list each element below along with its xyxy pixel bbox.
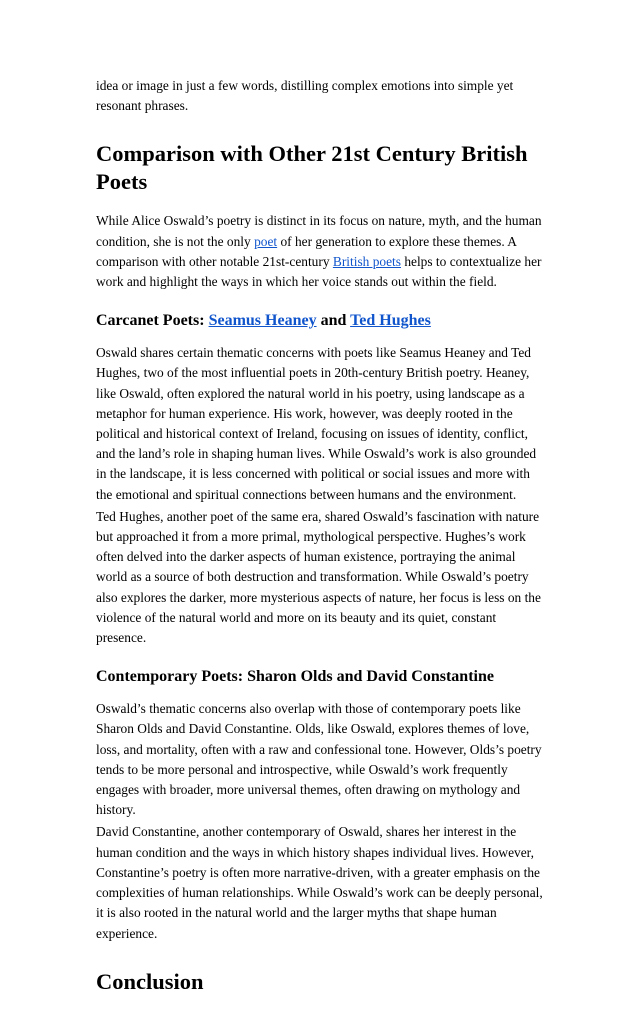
comparison-paragraph [96, 211, 548, 292]
heaney-paragraph: Oswald shares certain thematic concerns with poets like Seamus Heaney and Ted Hughes, two of the most influential poets in 20th-century British poetry. Heaney, like Oswald, often explored the natural world in his poetry, using landscape as a metaphor for human experience. His work, however, was deeply rooted in the political and historical context of Ireland, focusing on issues of identity, conflict, and the land’s role in shaping human lives. While Oswald’s work is also grounded in the landscape, it is less concerned with political or social issues and more with the emotional and spiritual connections between humans and the environment. [96, 345, 537, 502]
comparison-heading: Comparison with Other 21st Century British Poets [96, 141, 528, 195]
intro-continuation-paragraph: idea or image in just a few words, distilling complex emotions into simple yet resonant phrases. [96, 78, 514, 114]
carcanet-heading-prefix: Carcanet Poets: [96, 312, 209, 330]
comparison-text-3: helps to contextualize her work and highlight the ways in which her voice stands out within the field. [96, 253, 542, 290]
british-poets-link[interactable]: British poets [332, 253, 401, 269]
carcanet-heading-and: and [316, 312, 351, 330]
carcanet-heading [96, 310, 548, 332]
comparison-text-1: While Alice Oswald’s poetry is distinct in its focus on nature, myth, and the human condition, she is not the only [96, 213, 542, 249]
seamus-heaney-link[interactable]: Seamus Heaney [208, 312, 317, 330]
olds-paragraph: Oswald’s thematic concerns also overlap with those of contemporary poets like Sharon Olds and David Constantine. Olds, like Oswald, explores themes of love, loss, and mortality, often with a raw and confessional tone. However, Olds’s poetry tends to be more personal and introspective, while Oswald’s work frequently engages with broader, more universal themes, often drawing on mythology and history. [96, 701, 542, 818]
contemporary-heading: Contemporary Poets: Sharon Olds and David Constantine [96, 668, 494, 686]
constantine-paragraph: David Constantine, another contemporary of Oswald, shares her interest in the human condition and the ways in which history shapes individual lives. However, Constantine’s poetry is often more narrative-driven, with a greater emphasis on the complexities of human relationships. While Oswald’s work can be deeply personal, it is also rooted in the natural world and the larger myths that shape human experience. [96, 824, 543, 941]
conclusion-heading: Conclusion [96, 968, 204, 994]
ted-hughes-link[interactable]: Ted Hughes [350, 312, 431, 330]
hughes-paragraph: Ted Hughes, another poet of the same era, shared Oswald’s fascination with nature but approached it from a more primal, mythological perspective. Hughes’s work often delved into the darker aspects of human existence, portraying the animal world as a source of both destruction and transformation. While Oswald’s poetry also explores the darker, more mysterious aspects of nature, her focus is less on the violence of the natural world and more on its beauty and its quiet, constant presence. [96, 508, 541, 646]
comparison-text-2: of her generation to explore these themes. A comparison with other notable 21st-century [96, 233, 517, 269]
document-page [96, 76, 548, 1011]
poet-link[interactable]: poet [254, 233, 278, 249]
